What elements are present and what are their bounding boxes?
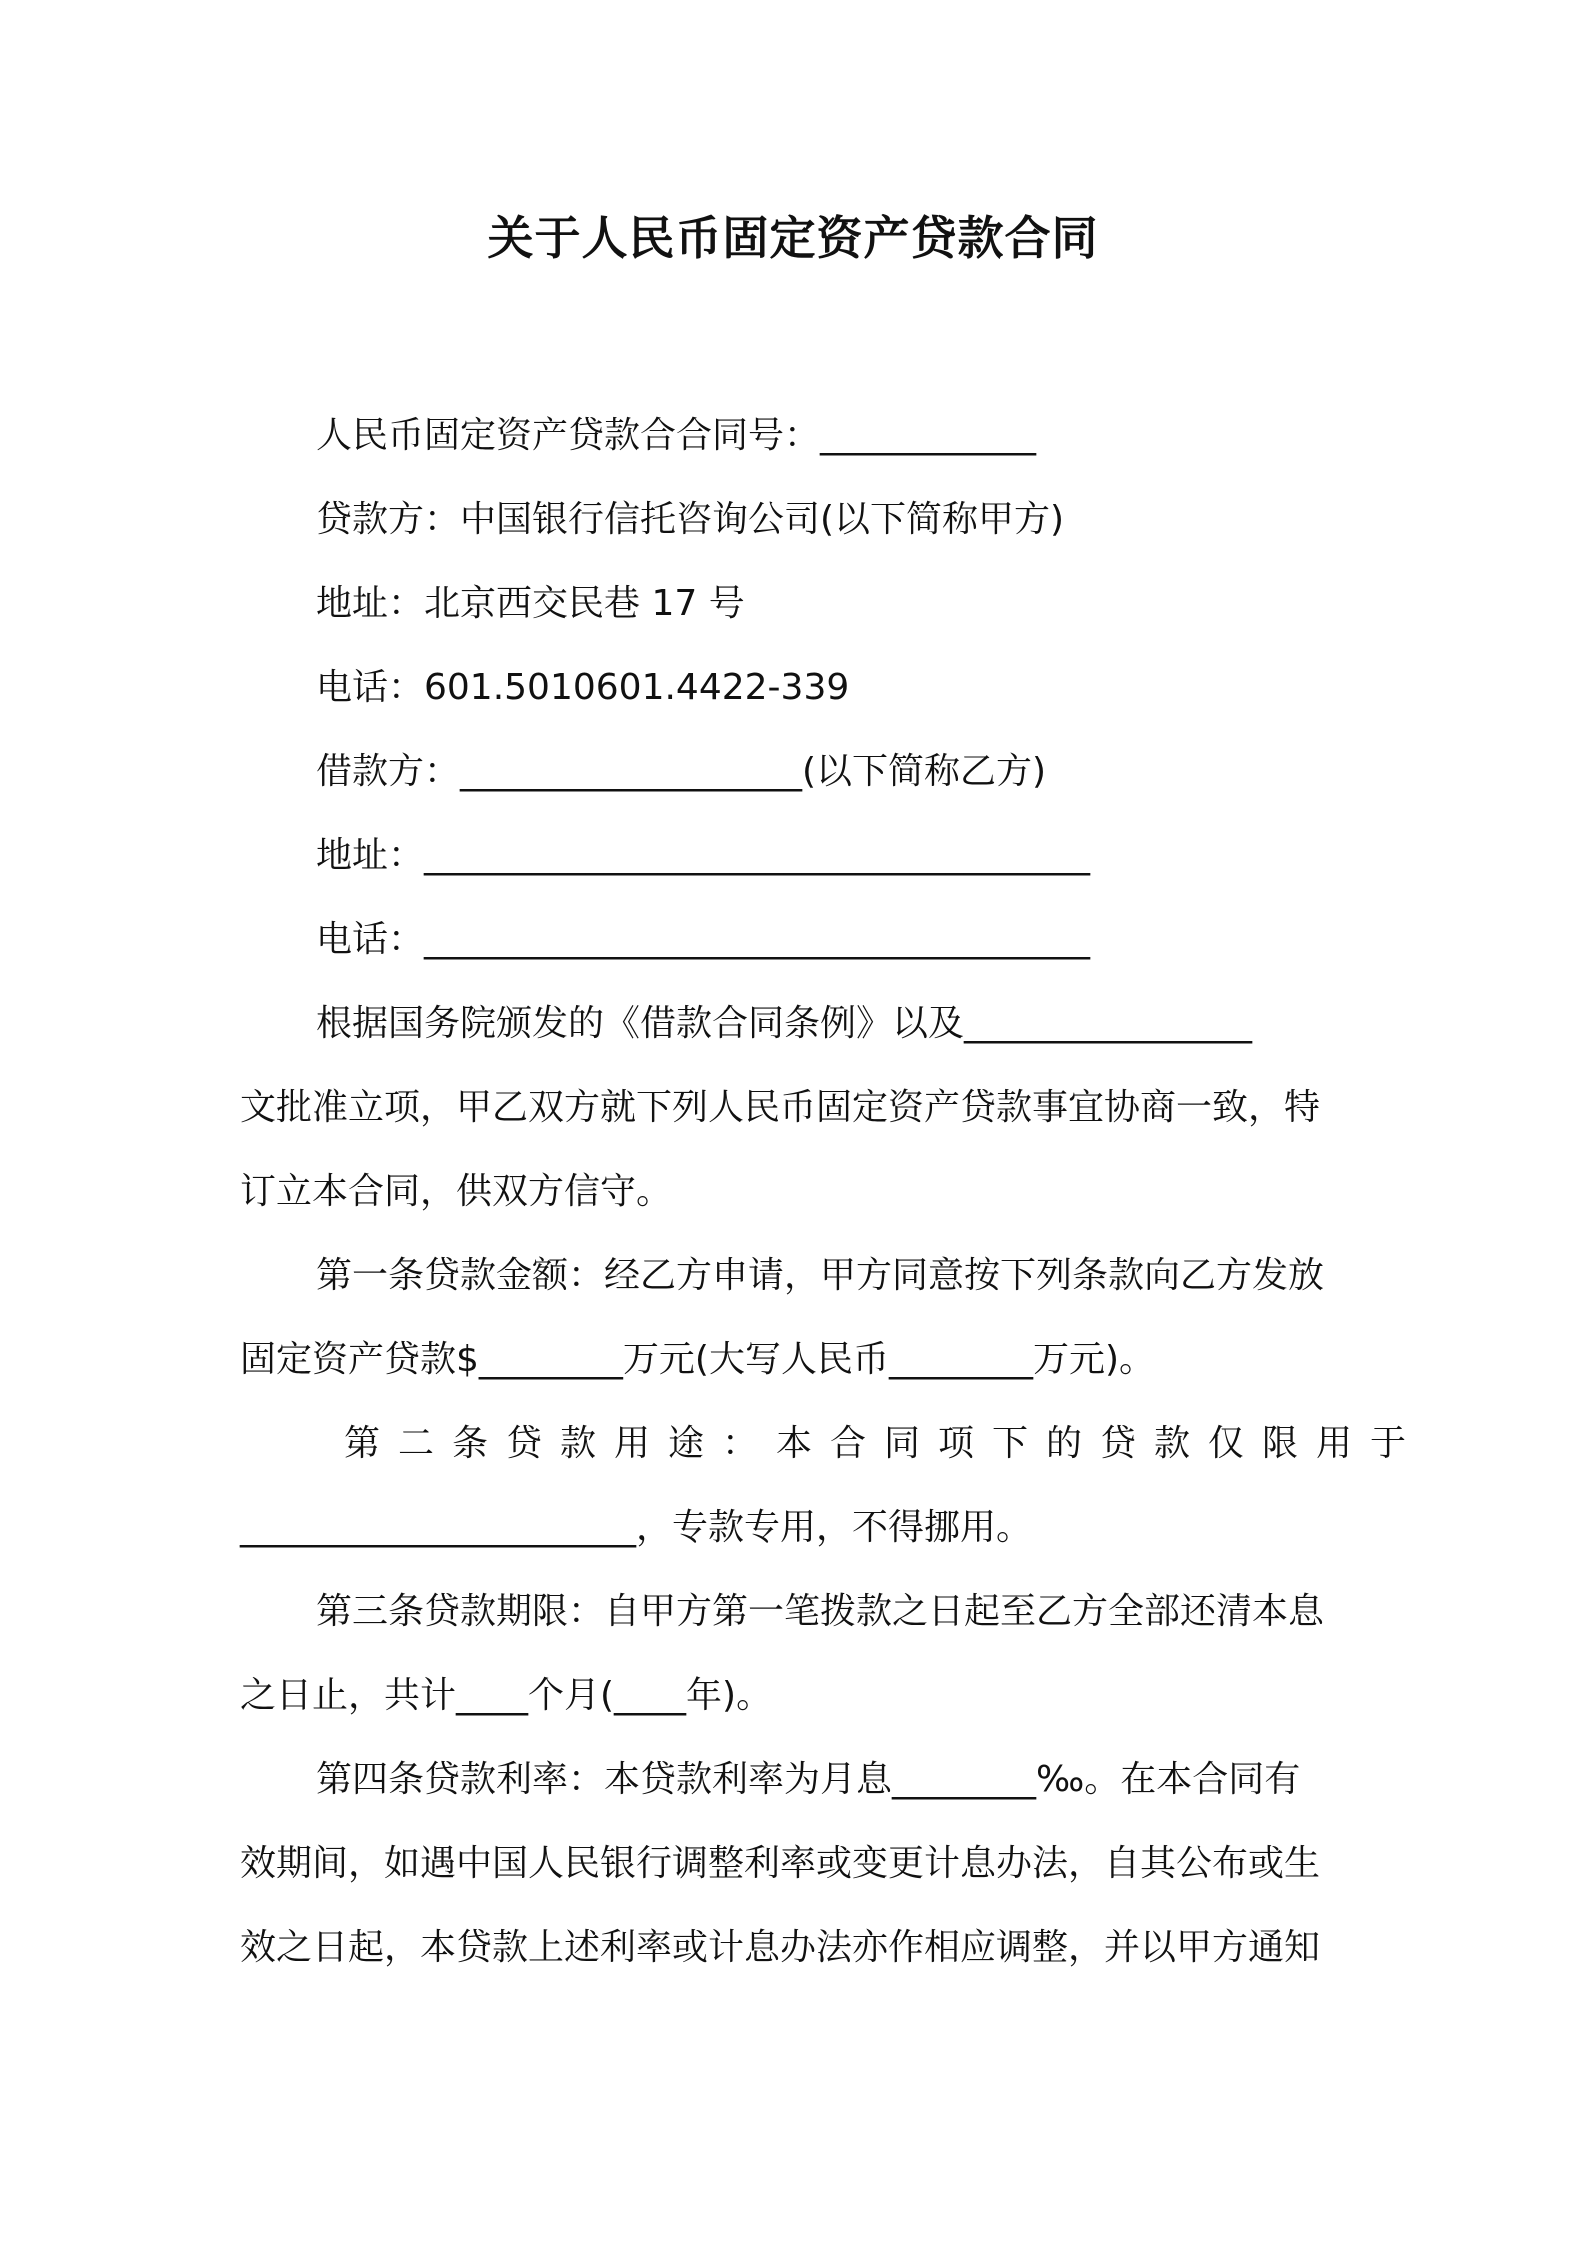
intro-line-3: 订立本合同，供双方信守。: [240, 1171, 673, 1212]
article-2: [240, 1402, 1425, 1570]
article-4-line-1: 第四条贷款利率：本贷款利率为月息________‰。在本合同有: [316, 1759, 1301, 1800]
lender-line: 贷款方：中国银行信托咨询公司(以下简称甲方): [316, 499, 1065, 540]
article-4-line-2: 效期间，如遇中国人民银行调整利率或变更计息办法，自其公布或生: [240, 1843, 1321, 1884]
borrower-phone-line: 电话：_____________________________________: [316, 919, 1091, 960]
contract-header-block: [240, 394, 1355, 982]
article-1: [240, 1234, 1355, 1402]
article-4: [240, 1738, 1355, 1990]
borrower-address-line: 地址：_____________________________________: [316, 835, 1091, 876]
article-1-line-2: 固定资产贷款$________万元(大写人民币________万元)。: [240, 1339, 1155, 1380]
article-3: [240, 1570, 1355, 1738]
intro-line-2: 文批准立项，甲乙双方就下列人民币固定资产贷款事宜协商一致，特: [240, 1087, 1321, 1128]
article-3-line-2: 之日止，共计____个月(____年)。: [240, 1675, 773, 1716]
article-1-line-1: 第一条贷款金额：经乙方申请，甲方同意按下列条款向乙方发放: [316, 1255, 1325, 1296]
contract-number-line: 人民币固定资产贷款合合同号：____________: [316, 415, 1037, 456]
article-3-line-1: 第三条贷款期限：自甲方第一笔拨款之日起至乙方全部还清本息: [316, 1591, 1325, 1632]
article-2-line-2: ______________________，专款专用，不得挪用。: [240, 1507, 1033, 1548]
article-4-line-3: 效之日起，本贷款上述利率或计息办法亦作相应调整，并以甲方通知: [240, 1927, 1321, 1968]
intro-paragraph: [240, 982, 1355, 1234]
article-2-line-1: 第二条贷款用途：本合同项下的贷款仅限用于: [344, 1423, 1425, 1464]
lender-phone-line: 电话：601.5010601.4422-339: [316, 667, 850, 708]
lender-address-line: 地址：北京西交民巷 17 号: [316, 583, 745, 624]
borrower-line: 借款方：___________________(以下简称乙方): [316, 751, 1047, 792]
intro-line-1: 根据国务院颁发的《借款合同条例》以及________________: [316, 1003, 1253, 1044]
document-title: 关于人民币固定资产贷款合同: [487, 211, 1099, 265]
